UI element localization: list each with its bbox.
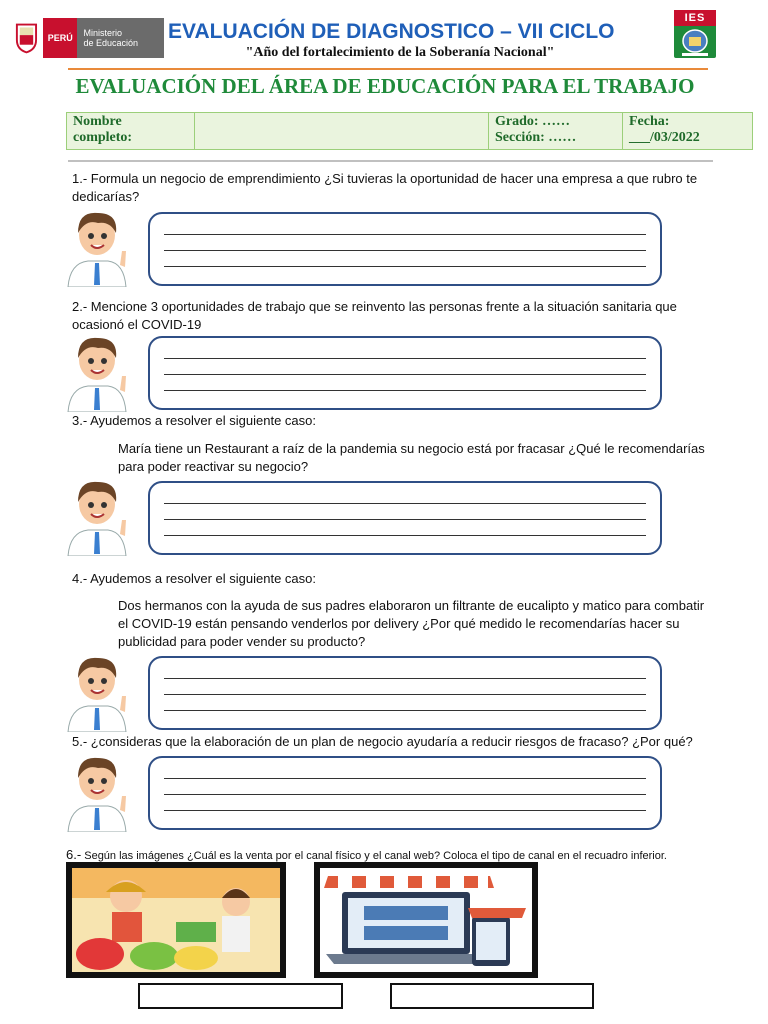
section-divider [68, 160, 713, 162]
question-3: 3.- Ayudemos a resolver el siguiente caso: [72, 413, 317, 428]
area-title: EVALUACIÓN DEL ÁREA DE EDUCACIÓN PARA EL TRABAJO [75, 74, 695, 98]
name-field[interactable] [195, 113, 489, 149]
student-avatar-icon [62, 650, 134, 732]
answer-box-5[interactable] [148, 756, 662, 830]
question-2: 2.- Mencione 3 oportunidades de trabajo que se reinvento las personas frente a la situación sanitaria que ocasionó el COVID-19 [72, 299, 677, 332]
student-info-table [66, 112, 753, 150]
school-badge: IES [674, 10, 716, 58]
student-avatar-icon [62, 474, 134, 556]
date-label: Fecha: ___/03/2022 [623, 113, 752, 149]
minedu-logo [14, 18, 164, 58]
name-label: Nombre completo: [67, 113, 195, 149]
web-channel-answer[interactable] [390, 983, 594, 1009]
grade-section-label: Grado: …… Sección: …… [489, 113, 623, 149]
question-4: 4.- Ayudemos a resolver el siguiente caso: [72, 571, 317, 586]
student-avatar-icon [62, 205, 134, 287]
physical-channel-answer[interactable] [138, 983, 343, 1009]
school-crest-icon [674, 26, 716, 58]
peru-label: PERÚ [43, 18, 78, 58]
question-4-case: Dos hermanos con la ayuda de sus padres elaboraron un filtrante de eucalipto y matico para combatir el COVID-19 están pensando venderlos por delivery ¿Por qué medido le recomendarías hacer su publicidad para poder vender su producto? [118, 598, 705, 649]
question-6: 6.- Según las imágenes ¿Cuál es la venta por el canal físico y el canal web? Coloca el tipo de canal en el recuadro inferior. [66, 847, 667, 862]
web-channel-image [314, 862, 538, 978]
answer-box-3[interactable] [148, 481, 662, 555]
header-divider [68, 68, 708, 70]
question-3-case: María tiene un Restaurant a raíz de la pandemia su negocio está por fracasar ¿Qué le recomendarías para poder reactivar su negocio? [118, 441, 705, 474]
ministry-label: Ministerio de Educación [77, 18, 164, 58]
peru-shield-icon [14, 22, 39, 54]
answer-box-1[interactable] [148, 212, 662, 286]
student-avatar-icon [62, 330, 134, 412]
physical-channel-image [66, 862, 286, 978]
page-title: EVALUACIÓN DE DIAGNOSTICO – VII CICLO [168, 20, 615, 43]
question-1: 1.- Formula un negocio de emprendimiento ¿Si tuvieras la oportunidad de hacer una empresa a que rubro te dedicarías? [72, 171, 698, 204]
answer-box-4[interactable] [148, 656, 662, 730]
student-avatar-icon [62, 750, 134, 832]
year-motto: "Año del fortalecimiento de la Soberanía Nacional" [245, 45, 555, 60]
answer-box-2[interactable] [148, 336, 662, 410]
question-5: 5.- ¿consideras que la elaboración de un plan de negocio ayudaría a reducir riesgos de fracaso? ¿Por qué? [72, 734, 693, 749]
